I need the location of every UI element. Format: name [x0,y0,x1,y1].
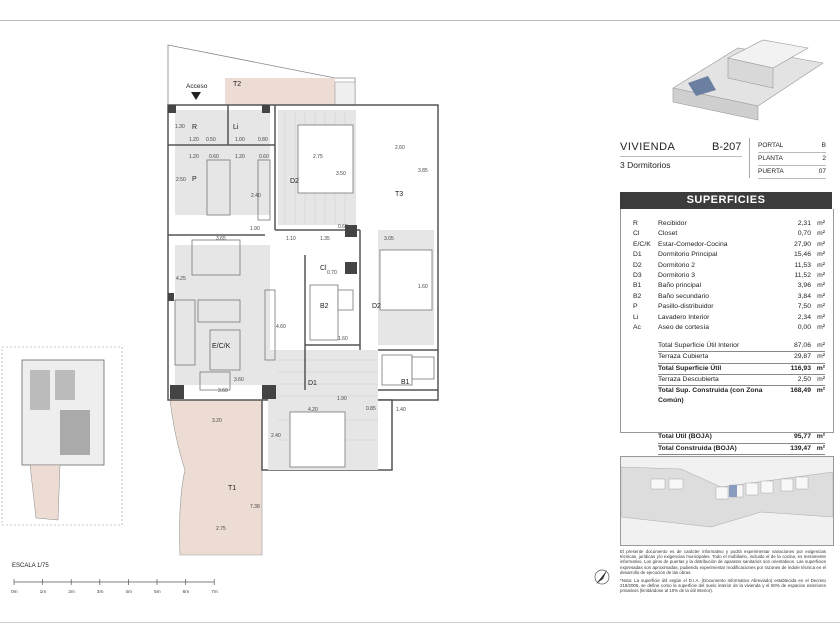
dimension-label: 2.40 [271,433,281,439]
room-label: T3 [395,191,404,198]
dimension-label: 2.75 [313,154,323,160]
scale-tick-label: 7m [211,590,218,595]
dimension-label: 3.65 [216,236,226,242]
bedroom-count: 3 Dormitorios [620,160,671,170]
dimension-label: 0.80 [258,137,268,143]
dimension-label: 1.60 [338,336,348,342]
dimension-label: 0.70 [327,270,337,276]
boja-row: Total Útil (BOJA) 95,77 m² [658,432,825,444]
dimension-label: 3.50 [336,171,346,177]
dimension-label: 3.20 [212,418,222,424]
area-row: Li Lavadero Interior 2,34 m² [633,313,825,321]
north-arrow-icon [595,570,609,584]
room-label: R [192,124,198,131]
room-label: D2 [372,303,381,310]
room-label: P [192,176,197,183]
dimension-label: 1.90 [337,396,347,402]
area-row: Ac Aseo de cortesía 0,00 m² [633,323,825,331]
access-label: Acceso [186,83,208,90]
dimension-label: 0.50 [206,137,216,143]
total-row: Total Superficie Útil 116,93 m² [658,364,825,375]
unit-info-row: PLANTA 2 [758,153,826,166]
scale-tick-label: 4m [125,590,133,595]
dimension-label: 2.40 [251,193,261,199]
dimension-label: 0.60 [209,154,219,160]
area-row: R Recibidor 2,31 m² [633,220,825,227]
footnote: *Nota: La superficie útil según el D.I.A. (Documento Informativo Abreviado) establecida en el Decreto 218/2005, se define como la superficie del suelo interior de la vivienda y el 50% de espacios exteriores privativos (limitándose al 10% de la útil interior). [620,578,826,594]
unit-code: B-207 [712,141,742,153]
dimension-label: 1.20 [189,137,199,143]
scale-tick-label: 0m [11,590,18,595]
header-divider [620,156,742,157]
unit-info-table [758,140,826,179]
dimension-label: 1.20 [235,154,245,160]
boja-row: Total Construida (BOJA) 139,47 m² [658,444,825,456]
room-label: B1 [401,379,410,386]
scale-tick-label: 6m [182,590,190,595]
key-plan [2,347,122,525]
area-row: D2 Dormitorio 2 11,53 m² [633,261,825,269]
scale-tick-label: 5m [154,590,161,595]
unit-info-row: PORTAL B [758,140,826,153]
dimension-label: 3.85 [418,168,428,174]
boja-table [658,432,825,455]
dimension-label: 1.10 [286,236,296,242]
room-label: Cl [320,265,327,272]
total-row: Terraza Descubierta 2,50 m² [658,375,825,386]
dimension-label: 1.40 [396,407,406,413]
footnote: El presente documento es de carácter informativo y podrá experimentar variaciones por exigencias técnicas, jurídicas y/o exigencias municipales. Todo el mobiliario, incluido el de la cocina, es meramente informativo. Los giros de puertas y la distribución de aparatos sanitarios son orientativos. Las superficies expresadas son aproximadas, pudiendo experimentar modificaciones por razones de índole técnica en el desarrollo de ejecución de las obras. [620,549,826,575]
area-table [633,219,825,333]
area-row: P Pasillo-distribuidor 7,50 m² [633,303,825,311]
scale-tick-label: 3m [96,590,104,595]
superficies-header: SUPERFICIES [620,192,832,209]
dimension-label: 4.60 [276,324,286,330]
room-label: T2 [233,81,242,88]
dimension-label: 0.85 [366,406,376,412]
room-label: D2 [290,178,299,185]
area-row: B2 Baño secundario 3,84 m² [633,292,825,300]
room-label: D1 [308,380,317,387]
dimension-label: 2.75 [216,526,226,532]
total-row: Total Sup. Construida (con Zona Común) 168,49 m² [658,387,825,405]
scale-label: ESCALA 1/75 [12,563,49,569]
dimension-label: 4.20 [308,407,318,413]
room-label: E/C/K [212,343,231,350]
total-row: Terraza Cubierta 29,87 m² [658,352,825,363]
area-row: E/C/K Estar-Comedor-Cocina 27,90 m² [633,240,825,248]
area-row: B1 Baño principal 3,96 m² [633,282,825,290]
dimension-label: 1.00 [235,137,245,143]
dimension-label: 1.30 [175,124,185,130]
total-row: Total Superficie Útil Interior 87,06 m² [658,341,825,352]
legal-footnotes [620,549,826,597]
dimension-label: 3.05 [384,236,394,242]
unit-info-row: PUERTA 07 [758,166,826,179]
scale-tick-label: 2m [68,590,75,595]
room-label: B2 [320,303,329,310]
dimension-label: 1.90 [250,226,260,232]
building-render-icon [668,28,828,123]
scale-tick-labels [11,589,218,595]
room-label: T1 [228,485,237,492]
dimension-label: 1.20 [189,154,199,160]
room-label: Li [233,124,239,131]
dimension-label: 2.50 [176,177,186,183]
scale-tick-label: 1m [39,590,47,595]
dimension-label: 7.38 [250,504,260,510]
area-row: D3 Dormitorio 3 11,52 m² [633,271,825,279]
area-row: D1 Dormitorio Principal 15,46 m² [633,251,825,259]
dimension-label: 1.35 [320,236,330,242]
info-separator [749,138,750,178]
dimension-label: 4.25 [176,276,186,282]
dimension-label: 0.60 [259,154,269,160]
totals-table [658,341,825,405]
area-row: Cl Closet 0,70 m² [633,230,825,238]
dimension-label: 3.60 [218,388,228,394]
dimension-label: 2.60 [395,145,405,151]
dimension-label: 3.60 [234,377,244,383]
vivienda-label: VIVIENDA [620,141,676,153]
dimension-label: 0.60 [338,224,348,230]
scale-bar [14,579,214,585]
dimension-label: 1.60 [418,284,428,290]
site-location-map [620,456,834,546]
